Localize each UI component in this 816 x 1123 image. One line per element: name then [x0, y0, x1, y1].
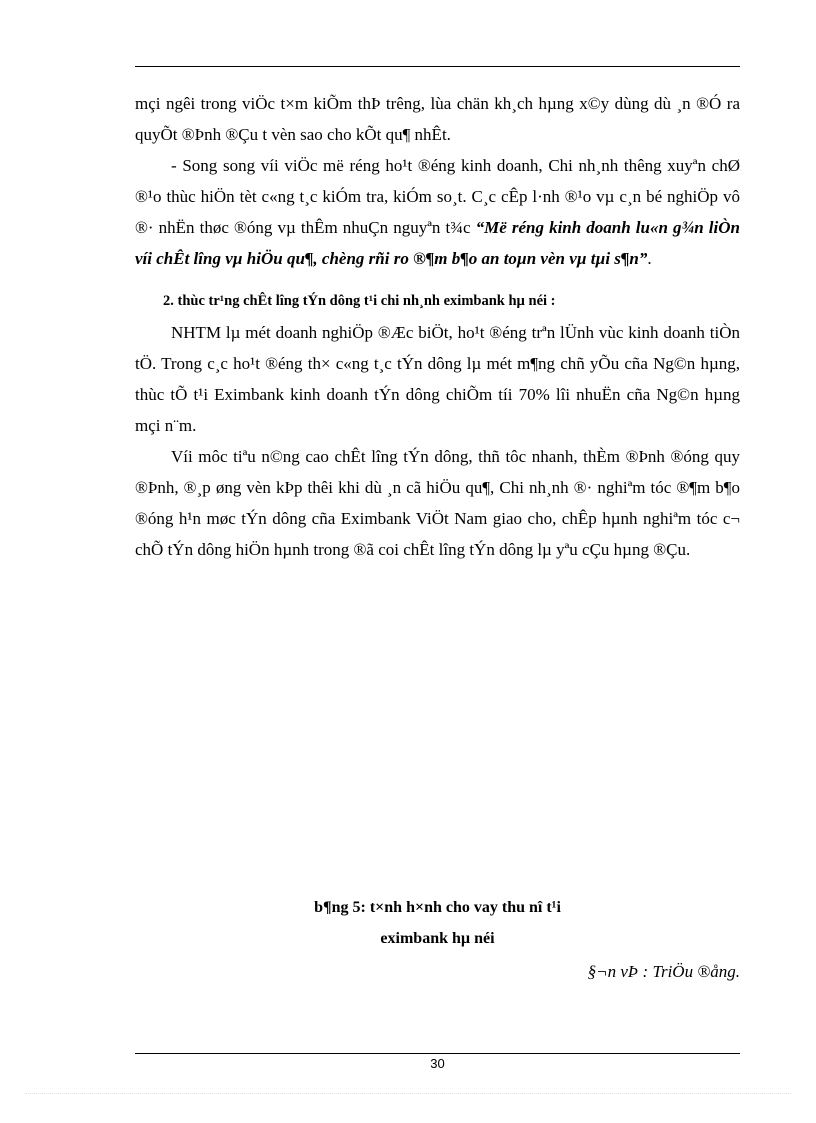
page-number: 30 — [430, 1056, 445, 1071]
section-heading: 2. thùc tr¹ng chÊt lîng tÝn dông t¹i chi nh¸nh eximbank hµ néi : — [163, 293, 556, 309]
body-text — [135, 88, 740, 565]
paragraph-2-emphasis: “Më réng kinh doanh lu«n g¾n liÒn víi chÊt lîng vµ hiÖu qu¶, chèng rñi ro ®¶m b¶o an toµn vèn vµ tµi s¶n” — [135, 218, 740, 268]
table-unit-note: §¬n vÞ : TriÖu ®ång. — [587, 962, 740, 981]
paragraph-2-text: - Song song víi viÖc më réng ho¹t ®éng kinh doanh, Chi nh¸nh thêng xuyªn chØ ®¹o thùc hiÖn tèt c«ng t¸c kiÓm tra, kiÓm so¸t. C¸c cÊp l·nh ®¹o vµ c¸n bé nghiÖp vô ®· nhËn thøc ®óng vµ thÊm nhuÇn nguyªn t¾c — [135, 156, 740, 237]
paragraph-2 — [135, 150, 740, 274]
paragraph-3: NHTM lµ mét doanh nghiÖp ®Æc biÖt, ho¹t ®éng trªn lÜnh vùc kinh doanh tiÒn tÖ. Trong c¸c ho¹t ®éng th× c«ng t¸c tÝn dông lµ mét m¶ng chñ yÕu cña Ng©n hµng, thùc tÕ t¹i Eximbank kinh doanh tÝn dông chiÕm tíi 70% lîi nhuËn cña Ng©n hµng mçi n¨m. — [135, 323, 740, 435]
footer-rule — [135, 1053, 740, 1054]
paragraph-1: mçi ngêi trong viÖc t×m kiÕm thÞ trêng, lùa chän kh¸ch hµng x©y dùng dù ¸n ®Ó ra quyÕt ®Þnh ®Çu t vèn sao cho kÕt qu¶ nhÊt. — [135, 94, 740, 144]
table-title-line-2: eximbank hµ néi — [380, 930, 495, 947]
header-rule — [135, 66, 740, 67]
page-edge-dotted-line — [25, 1093, 791, 1094]
table-title-line-1: b¶ng 5: t×nh h×nh cho vay thu nî t¹i — [314, 899, 561, 916]
paragraph-4: Víi môc tiªu n©ng cao chÊt lîng tÝn dông, thñ tôc nhanh, thÈm ®Þnh ®óng quy ®Þnh, ®¸p øng vèn kÞp thêi khi dù ¸n cã hiÖu qu¶, Chi nh¸nh ®· nghiªm tóc ®¶m b¶o ®óng h¹n møc tÝn dông cña Eximbank ViÖt Nam giao cho, chÊp hµnh nghiªm tóc c¬ chÕ tÝn dông hiÖn hµnh trong ®ã coi chÊt lîng tÝn dông lµ yªu cÇu hµng ®Çu. — [135, 447, 740, 559]
paragraph-2-end: . — [647, 249, 652, 268]
